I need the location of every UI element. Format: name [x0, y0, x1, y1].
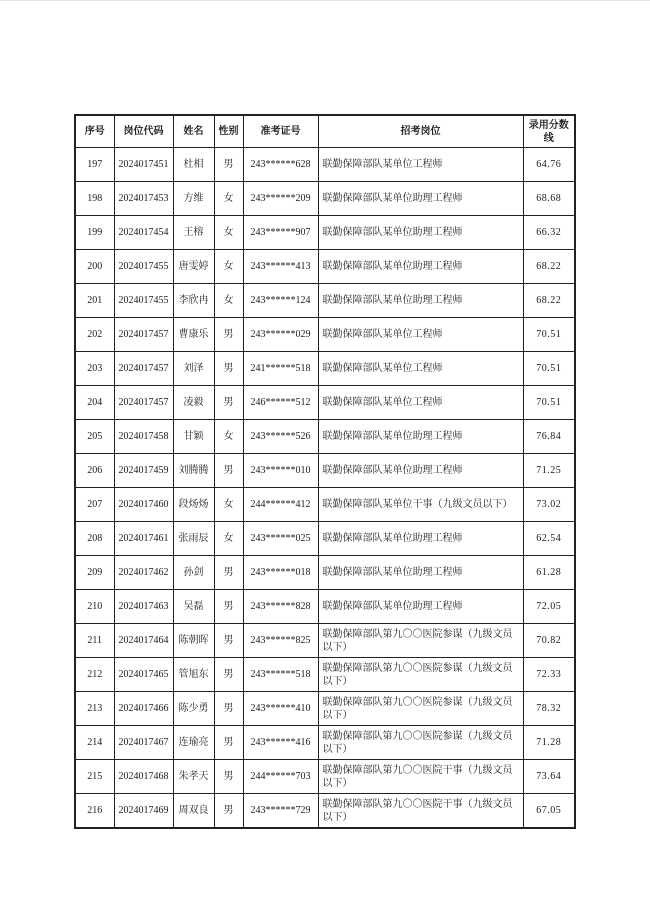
cell-position-code: 2024017451	[114, 148, 173, 182]
table-row	[75, 182, 575, 216]
cell-serial-number: 199	[75, 216, 114, 250]
cell-serial-number: 211	[75, 624, 114, 658]
cell-serial-number: 201	[75, 284, 114, 318]
cell-name: 曹康乐	[173, 318, 214, 352]
cell-admission-score-line: 76.84	[523, 420, 575, 454]
cell-name: 吴磊	[173, 590, 214, 624]
table-row	[75, 454, 575, 488]
header-serial-number: 序号	[75, 115, 114, 148]
cell-position-code: 2024017457	[114, 352, 173, 386]
cell-position-code: 2024017457	[114, 386, 173, 420]
cell-position-code: 2024017455	[114, 284, 173, 318]
cell-admission-score-line: 68.68	[523, 182, 575, 216]
header-gender: 性别	[214, 115, 243, 148]
cell-name: 甘颖	[173, 420, 214, 454]
cell-serial-number: 203	[75, 352, 114, 386]
cell-position-code: 2024017459	[114, 454, 173, 488]
table-row	[75, 522, 575, 556]
cell-gender: 女	[214, 284, 243, 318]
table-row	[75, 692, 575, 726]
cell-recruit-position: 联勤保障部队第九〇〇医院干事（九级文员以下）	[318, 794, 523, 829]
cell-serial-number: 214	[75, 726, 114, 760]
cell-position-code: 2024017468	[114, 760, 173, 794]
cell-name: 连瑜亮	[173, 726, 214, 760]
cell-position-code: 2024017453	[114, 182, 173, 216]
table-row	[75, 148, 575, 182]
cell-exam-number: 243******209	[243, 182, 318, 216]
cell-recruit-position: 联勤保障部队某单位助理工程师	[318, 454, 523, 488]
cell-exam-number: 244******703	[243, 760, 318, 794]
cell-position-code: 2024017458	[114, 420, 173, 454]
cell-name: 杜相	[173, 148, 214, 182]
cell-admission-score-line: 70.51	[523, 352, 575, 386]
cell-gender: 男	[214, 624, 243, 658]
table-row	[75, 216, 575, 250]
cell-position-code: 2024017457	[114, 318, 173, 352]
cell-admission-score-line: 70.51	[523, 386, 575, 420]
cell-exam-number: 241******518	[243, 352, 318, 386]
cell-exam-number: 243******029	[243, 318, 318, 352]
cell-name: 孙剑	[173, 556, 214, 590]
cell-gender: 男	[214, 658, 243, 692]
cell-serial-number: 206	[75, 454, 114, 488]
cell-admission-score-line: 68.22	[523, 284, 575, 318]
cell-name: 周双良	[173, 794, 214, 829]
cell-name: 方维	[173, 182, 214, 216]
cell-gender: 男	[214, 692, 243, 726]
cell-exam-number: 246******512	[243, 386, 318, 420]
cell-serial-number: 208	[75, 522, 114, 556]
cell-exam-number: 243******124	[243, 284, 318, 318]
cell-admission-score-line: 66.32	[523, 216, 575, 250]
cell-position-code: 2024017469	[114, 794, 173, 829]
cell-gender: 男	[214, 148, 243, 182]
cell-exam-number: 244******412	[243, 488, 318, 522]
table-row	[75, 658, 575, 692]
cell-serial-number: 210	[75, 590, 114, 624]
cell-serial-number: 202	[75, 318, 114, 352]
cell-recruit-position: 联勤保障部队第九〇〇医院参谋（九级文员以下）	[318, 692, 523, 726]
cell-exam-number: 243******416	[243, 726, 318, 760]
cell-gender: 女	[214, 250, 243, 284]
cell-position-code: 2024017464	[114, 624, 173, 658]
cell-serial-number: 212	[75, 658, 114, 692]
cell-admission-score-line: 68.22	[523, 250, 575, 284]
table-row	[75, 624, 575, 658]
cell-name: 凌毅	[173, 386, 214, 420]
cell-position-code: 2024017461	[114, 522, 173, 556]
cell-admission-score-line: 64.76	[523, 148, 575, 182]
cell-exam-number: 243******729	[243, 794, 318, 829]
table-row	[75, 352, 575, 386]
cell-exam-number: 243******628	[243, 148, 318, 182]
cell-name: 朱孝天	[173, 760, 214, 794]
cell-recruit-position: 联勤保障部队某单位工程师	[318, 318, 523, 352]
cell-exam-number: 243******010	[243, 454, 318, 488]
cell-position-code: 2024017467	[114, 726, 173, 760]
cell-serial-number: 204	[75, 386, 114, 420]
cell-recruit-position: 联勤保障部队某单位助理工程师	[318, 182, 523, 216]
cell-position-code: 2024017462	[114, 556, 173, 590]
cell-gender: 男	[214, 556, 243, 590]
cell-admission-score-line: 62.54	[523, 522, 575, 556]
cell-position-code: 2024017460	[114, 488, 173, 522]
cell-gender: 女	[214, 216, 243, 250]
header-recruit-position: 招考岗位	[318, 115, 523, 148]
cell-recruit-position: 联勤保障部队某单位助理工程师	[318, 250, 523, 284]
cell-serial-number: 209	[75, 556, 114, 590]
cell-recruit-position: 联勤保障部队某单位助理工程师	[318, 420, 523, 454]
header-position-code: 岗位代码	[114, 115, 173, 148]
cell-position-code: 2024017454	[114, 216, 173, 250]
cell-name: 王榕	[173, 216, 214, 250]
cell-gender: 男	[214, 760, 243, 794]
cell-position-code: 2024017455	[114, 250, 173, 284]
cell-serial-number: 216	[75, 794, 114, 829]
cell-gender: 女	[214, 488, 243, 522]
cell-gender: 男	[214, 386, 243, 420]
table-row	[75, 250, 575, 284]
cell-recruit-position: 联勤保障部队某单位工程师	[318, 386, 523, 420]
cell-serial-number: 207	[75, 488, 114, 522]
table-header-row	[75, 115, 575, 148]
cell-admission-score-line: 73.02	[523, 488, 575, 522]
cell-serial-number: 197	[75, 148, 114, 182]
cell-name: 李欣冉	[173, 284, 214, 318]
table-row	[75, 590, 575, 624]
cell-name: 陈少勇	[173, 692, 214, 726]
table-row	[75, 760, 575, 794]
table-row	[75, 284, 575, 318]
cell-exam-number: 243******025	[243, 522, 318, 556]
cell-recruit-position: 联勤保障部队某单位工程师	[318, 352, 523, 386]
cell-recruit-position: 联勤保障部队某单位助理工程师	[318, 590, 523, 624]
cell-gender: 女	[214, 420, 243, 454]
cell-admission-score-line: 71.28	[523, 726, 575, 760]
cell-position-code: 2024017465	[114, 658, 173, 692]
cell-serial-number: 200	[75, 250, 114, 284]
cell-gender: 男	[214, 352, 243, 386]
cell-recruit-position: 联勤保障部队第九〇〇医院干事（九级文员以下）	[318, 760, 523, 794]
cell-serial-number: 215	[75, 760, 114, 794]
cell-admission-score-line: 73.64	[523, 760, 575, 794]
cell-recruit-position: 联勤保障部队第九〇〇医院参谋（九级文员以下）	[318, 726, 523, 760]
cell-name: 刘泽	[173, 352, 214, 386]
cell-recruit-position: 联勤保障部队第九〇〇医院参谋（九级文员以下）	[318, 658, 523, 692]
header-name: 姓名	[173, 115, 214, 148]
table-row	[75, 556, 575, 590]
cell-admission-score-line: 78.32	[523, 692, 575, 726]
cell-gender: 男	[214, 318, 243, 352]
cell-exam-number: 243******518	[243, 658, 318, 692]
cell-name: 管旭东	[173, 658, 214, 692]
cell-recruit-position: 联勤保障部队某单位工程师	[318, 148, 523, 182]
cell-recruit-position: 联勤保障部队某单位助理工程师	[318, 284, 523, 318]
cell-admission-score-line: 67.05	[523, 794, 575, 829]
cell-exam-number: 243******413	[243, 250, 318, 284]
header-exam-number: 准考证号	[243, 115, 318, 148]
table-row	[75, 318, 575, 352]
cell-name: 刘腾腾	[173, 454, 214, 488]
cell-admission-score-line: 61.28	[523, 556, 575, 590]
cell-admission-score-line: 72.05	[523, 590, 575, 624]
cell-gender: 男	[214, 590, 243, 624]
cell-position-code: 2024017463	[114, 590, 173, 624]
cell-serial-number: 213	[75, 692, 114, 726]
cell-gender: 男	[214, 794, 243, 829]
cell-recruit-position: 联勤保障部队某单位干事（九级文员以下）	[318, 488, 523, 522]
cell-position-code: 2024017466	[114, 692, 173, 726]
cell-exam-number: 243******828	[243, 590, 318, 624]
cell-admission-score-line: 70.51	[523, 318, 575, 352]
table-row	[75, 488, 575, 522]
page-top-edge	[0, 0, 650, 1]
table-row	[75, 420, 575, 454]
cell-serial-number: 198	[75, 182, 114, 216]
header-admission-score-line: 录用分数线	[523, 115, 575, 148]
table-row	[75, 386, 575, 420]
recruitment-score-table	[74, 114, 576, 829]
cell-serial-number: 205	[75, 420, 114, 454]
cell-gender: 男	[214, 454, 243, 488]
cell-exam-number: 243******018	[243, 556, 318, 590]
cell-gender: 女	[214, 182, 243, 216]
cell-recruit-position: 联勤保障部队某单位助理工程师	[318, 556, 523, 590]
cell-exam-number: 243******825	[243, 624, 318, 658]
cell-recruit-position: 联勤保障部队某单位助理工程师	[318, 216, 523, 250]
cell-exam-number: 243******526	[243, 420, 318, 454]
table-row	[75, 794, 575, 829]
cell-exam-number: 243******410	[243, 692, 318, 726]
cell-recruit-position: 联勤保障部队第九〇〇医院参谋（九级文员以下）	[318, 624, 523, 658]
cell-name: 唐雯婷	[173, 250, 214, 284]
cell-admission-score-line: 72.33	[523, 658, 575, 692]
cell-name: 段炀炀	[173, 488, 214, 522]
cell-recruit-position: 联勤保障部队某单位助理工程师	[318, 522, 523, 556]
cell-exam-number: 243******907	[243, 216, 318, 250]
cell-gender: 女	[214, 522, 243, 556]
cell-admission-score-line: 71.25	[523, 454, 575, 488]
cell-name: 陈朝晖	[173, 624, 214, 658]
cell-name: 张雨辰	[173, 522, 214, 556]
cell-admission-score-line: 70.82	[523, 624, 575, 658]
table-row	[75, 726, 575, 760]
cell-gender: 男	[214, 726, 243, 760]
